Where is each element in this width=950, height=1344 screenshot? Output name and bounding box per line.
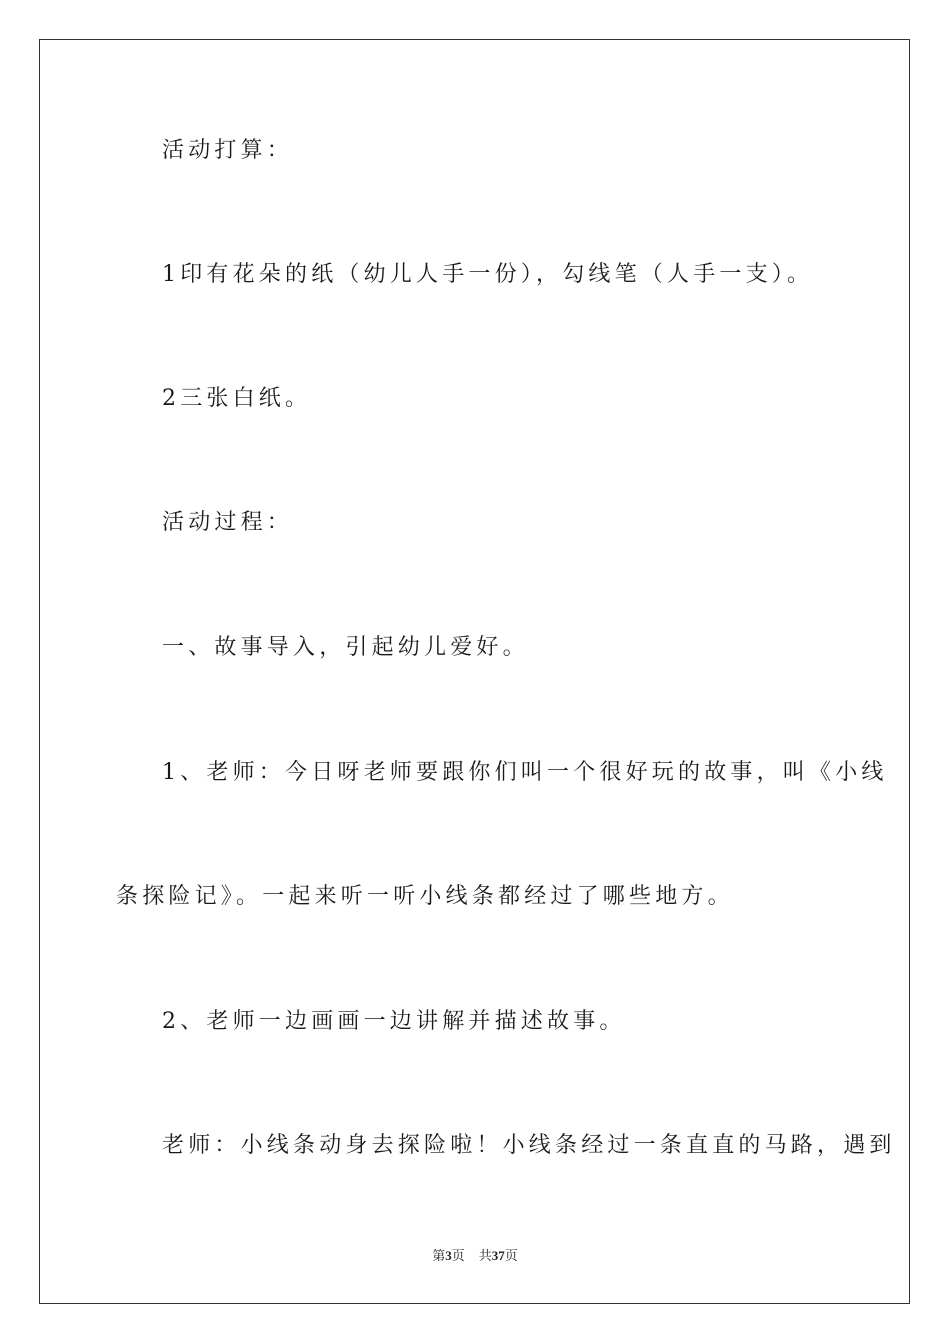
footer-page-number: 3 — [445, 1248, 452, 1263]
paragraph-step-1-line-2: 条探险记》。一起来听一听小线条都经过了哪些地方。 — [116, 884, 734, 909]
page-footer — [0, 1247, 950, 1265]
footer-page-suffix: 页 — [451, 1248, 465, 1263]
footer-total-pages: 37 — [491, 1248, 505, 1263]
footer-total-prefix: 共 — [478, 1248, 492, 1263]
paragraph-step-2: 2、老师一边画画一边讲解并描述故事。 — [162, 1009, 626, 1034]
heading-activity-preparation: 活动打算： — [162, 138, 294, 163]
paragraph-section-one: 一、故事导入，引起幼儿爱好。 — [162, 635, 529, 660]
paragraph-materials-2: 2三张白纸。 — [162, 386, 312, 411]
heading-activity-process: 活动过程： — [162, 510, 294, 535]
footer-total-suffix: 页 — [504, 1248, 518, 1263]
paragraph-materials-1: 1印有花朵的纸（幼儿人手一份），勾线笔（人手一支）。 — [162, 262, 814, 287]
paragraph-step-1-line-1: 1、老师：今日呀老师要跟你们叫一个很好玩的故事，叫《小线 — [162, 760, 888, 785]
page-border — [39, 39, 910, 1304]
paragraph-teacher-story: 老师：小线条动身去探险啦！小线条经过一条直直的马路，遇到 — [162, 1133, 896, 1158]
footer-page-prefix: 第 — [432, 1248, 446, 1263]
